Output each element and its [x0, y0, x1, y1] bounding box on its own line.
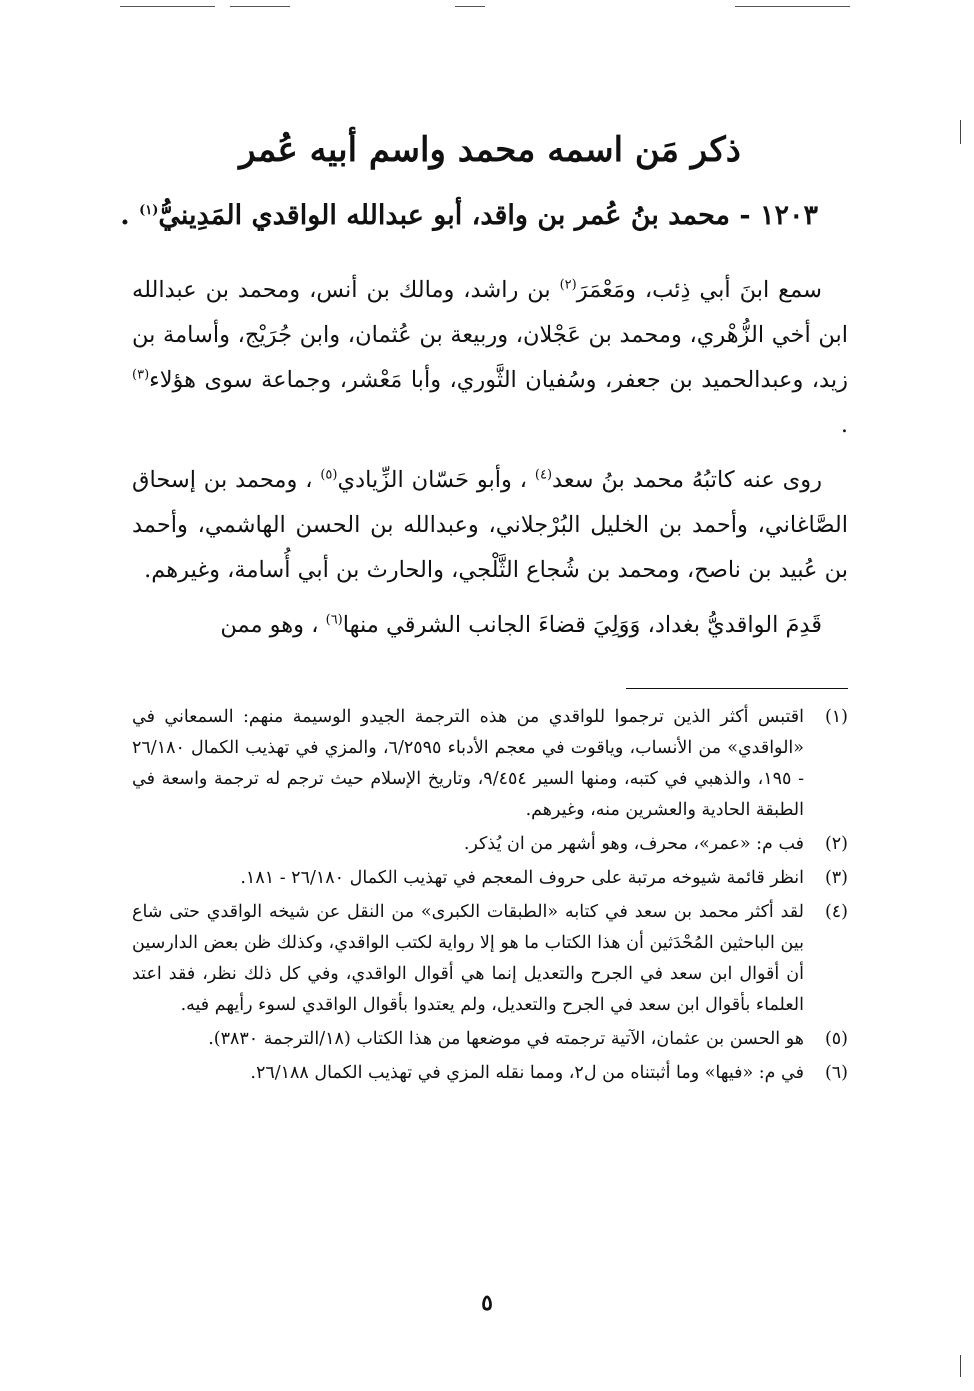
paragraph-baghdad: [132, 603, 848, 648]
footnote-ref: (٢): [559, 277, 577, 293]
footnote-text: اقتبس أكثر الذين ترجموا للواقدي من هذه الترجمة الجيدو الوسيمة منهم: السمعاني في «الواقدي» من الأنساب، وياقوت في معجم الأدباء ٦/٢٥٩٥، والمزي في تهذيب الكمال ٢٦/١٨٠ - ١٩٥، والذهبي في كتبه، ومنها السير ٩/٤٥٤، وتاريخ الإسلام حيث ترجم له ترجمة واسعة في الطبقة الحادية والعشرين منه، وغيرهم.: [132, 707, 804, 820]
top-edge-mark: [120, 6, 215, 7]
paragraph-text: بن راشد، ومالك بن أنس، ومحمد بن عبدالله ابن أخي الزُّهْري، ومحمد بن عَجْلان، وربيعة بن عُثمان، وابن جُرَيْج، وأسامة بن زيد، وعبدالحميد بن جعفر، وسُفيان الثَّوري، وأبا مَعْشر، وجماعة سوى هؤلاء: [132, 277, 848, 393]
footnote-ref: (١): [139, 203, 159, 218]
top-edge-mark: [230, 6, 290, 7]
entry-heading-end: .: [120, 200, 140, 231]
footnote-number: (٢): [824, 834, 848, 854]
margin-mark: [960, 1355, 961, 1377]
entry-heading-text: ١٢٠٣ - محمد بنُ عُمر بن واقد، أبو عبدالله الواقدي المَدِينيُّ: [158, 200, 818, 231]
footnote-item: [132, 1058, 848, 1089]
footnote-text: لقد أكثر محمد بن سعد في كتابه «الطبقات الكبرى» من النقل عن شيخه الواقدي حتى شاع بين الباحثين المُحْدَثين أن هذا الكتاب ما هو إلا رواية لكتب الواقدي، وكذلك ظن بعض الدارسين أن أقوال ابن سعد في الجرح والتعديل إنما هي أقوال الواقدي، وفي كل ذلك نظر، فقد اعتد العلماء بأقوال ابن سعد في الجرح والتعديل، ولم يعتدوا بأقوال الواقدي لسوء رأيهم فيه.: [132, 902, 804, 1015]
footnote-ref: (٤): [534, 467, 553, 483]
footnote-number: (٥): [824, 1029, 848, 1049]
paragraph-text: .: [840, 412, 848, 438]
body-text: [132, 268, 848, 658]
footnote-divider: [626, 688, 848, 689]
footnote-text: هو الحسن بن عثمان، الآتية ترجمته في موضعها من هذا الكتاب (١٨/الترجمة ٣٨٣٠).: [208, 1029, 804, 1049]
paragraph-text: ، ومحمد بن إسحاق الصَّاغاني، وأحمد بن الخليل البُرْجلاني، وعبدالله بن الحسن الهاشمي، وأحمد بن عُبيد بن ناصح، ومحمد بن شُجاع الثَّلْجي، والحارث بن أبي أُسامة، وغيرهم.: [132, 467, 848, 583]
footnote-ref: (٥): [320, 467, 338, 483]
paragraph-text: ، وهو ممن: [220, 612, 326, 638]
footnote-ref: (٣): [132, 367, 150, 383]
top-edge-mark: [735, 6, 850, 7]
page-number: ٥: [481, 1290, 493, 1316]
paragraph-text: سمع ابنَ أبي ذِئب، ومَعْمَرَ: [576, 277, 822, 303]
paragraph-text: ، وأبو حَسّان الزِّيادي: [337, 467, 535, 493]
footnote-text: في م: «فيها» وما أثبتناه من ل٢، ومما نقله المزي في تهذيب الكمال ٢٦/١٨٨.: [250, 1063, 804, 1083]
footnote-item: [132, 863, 848, 894]
footnote-number: (١): [824, 707, 848, 727]
paragraph-students: [132, 458, 848, 593]
footnote-item: [132, 1024, 848, 1055]
footnote-item: [132, 702, 848, 826]
paragraph-text: روى عنه كاتبُهُ محمد بنُ سعد: [552, 467, 822, 493]
entry-heading: [118, 196, 818, 236]
margin-mark: [960, 120, 961, 144]
footnote-text: فب م: «عمر»، محرف، وهو أشهر من ان يُذكر.: [463, 834, 804, 854]
footnotes-list: [132, 702, 848, 1092]
footnote-item: [132, 897, 848, 1021]
footnote-number: (٤): [824, 902, 848, 922]
paragraph-teachers: [132, 268, 848, 448]
footnote-item: [132, 829, 848, 860]
footnote-number: (٣): [824, 868, 848, 888]
paragraph-text: قَدِمَ الواقديُّ بغداد، وَوَلِيَ قضاءَ الجانب الشرقي منها: [342, 612, 822, 638]
footnote-text: انظر قائمة شيوخه مرتبة على حروف المعجم في تهذيب الكمال ٢٦/١٨٠ - ١٨١.: [240, 868, 804, 888]
footnote-ref: (٦): [325, 612, 343, 628]
top-edge-mark: [455, 6, 485, 7]
section-title: ذكر مَن اسمه محمد واسم أبيه عُمر: [239, 130, 741, 170]
footnote-number: (٦): [824, 1063, 848, 1083]
